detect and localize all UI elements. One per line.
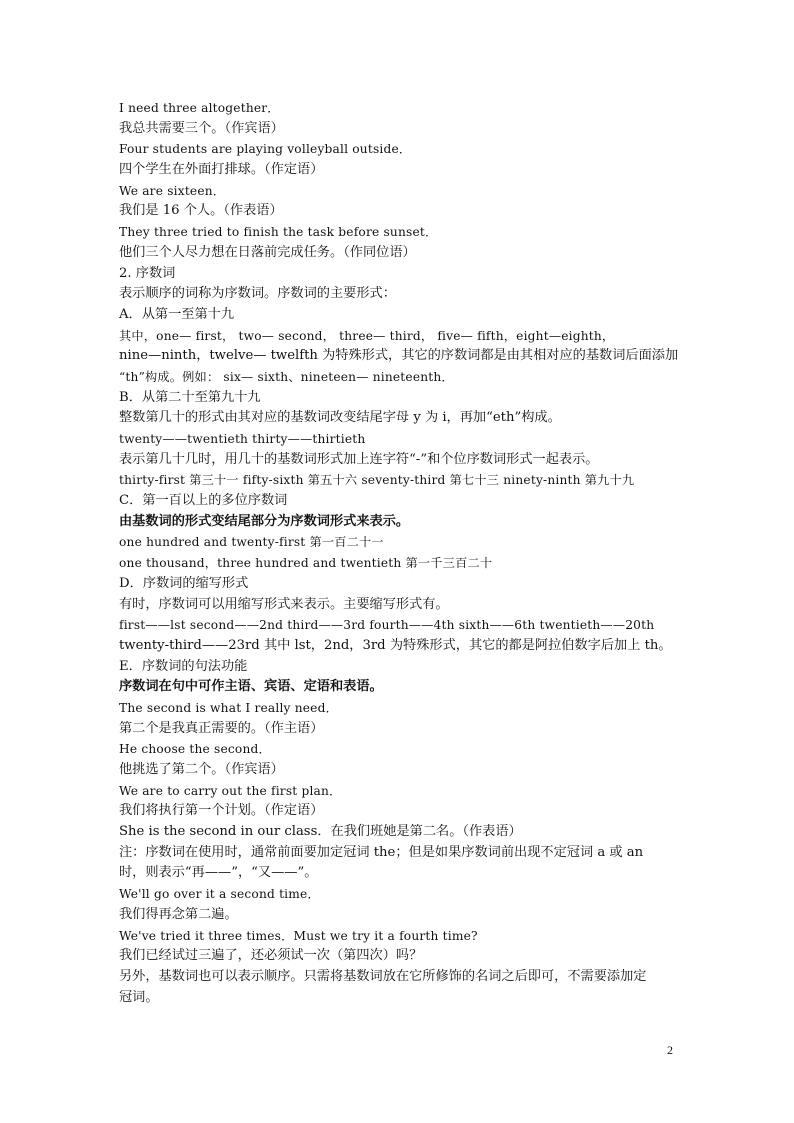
text-line: 冠词。	[119, 989, 159, 1005]
text-line: 注：序数词在使用时，通常前面要加定冠词 the；但是如果序数词前出现不定冠词 a 或 an	[119, 844, 644, 860]
page-body	[119, 98, 679, 1008]
text-line: He choose the second．	[119, 742, 271, 757]
text-line: 整数第几十的形式由其对应的基数词改变结尾字母 y 为 i，再加“eth”构成。	[119, 410, 561, 426]
text-line: She is the second in our class．在我们班她是第二名。（作表语）	[119, 824, 522, 840]
text-line: B．从第二十至第九十九	[119, 389, 261, 405]
text-line: D．序数词的缩写形式	[119, 575, 249, 591]
text-line: nine—ninth，twelve— twelfth 为特殊形式，其它的序数词都是由其相对应的基数词后面添加	[119, 348, 679, 364]
text-line: one thousand，three hundred and twentieth 第一千三百二十	[119, 556, 493, 571]
text-line: 我们已经试过三遍了，还必须试一次（第四次）吗？	[119, 948, 423, 964]
text-line: Four students are playing volleyball outside．	[119, 142, 412, 157]
text-line: 时，则表示“再——”，“又——”。	[119, 865, 318, 881]
text-line: We are to carry out the first plan．	[119, 783, 342, 798]
text-line: 我们得再念第二遍。	[119, 906, 238, 922]
text-line: 表示第几十几时，用几十的基数词形式加上连字符“-”和个位序数词形式一起表示。	[119, 451, 599, 467]
text-line: 由基数词的形式变结尾部分为序数词形式来表示。	[119, 513, 410, 529]
text-line: We'll go over it a second time．	[119, 887, 320, 902]
text-line: 其中，one— first， two— second， three— third， five— fifth，eight—eighth，	[119, 328, 615, 343]
text-line: A．从第一至第十九	[119, 306, 235, 322]
text-line: 我们是 16 个人。（作表语）	[119, 203, 283, 219]
text-line: 序数词在句中可作主语、宾语、定语和表语。	[119, 679, 383, 695]
page-number: 2	[667, 1043, 673, 1057]
text-line: one hundred and twenty-first 第一百二十一	[119, 535, 384, 550]
text-line: We've tried it three times．Must we try it a fourth time?	[119, 928, 478, 943]
text-line: We are sixteen．	[119, 183, 226, 198]
text-line: 2. 序数词	[119, 265, 176, 281]
text-line: twenty——twentieth thirty——thirtieth	[119, 432, 366, 446]
text-line: thirty-first 第三十一 fifty-sixth 第五十六 seventy-third 第七十三 ninety-ninth 第九十九	[119, 473, 635, 488]
text-line: 有时，序数词可以用缩写形式来表示。主要缩写形式有。	[119, 596, 449, 612]
text-line: twenty-third——23rd 其中 lst，2nd，3rd 为特殊形式，其它的都是阿拉伯数字后加上 th。	[119, 637, 672, 653]
text-line: 他挑选了第二个。（作宾语）	[119, 762, 284, 777]
text-line: 第二个是我真正需要的。（作主语）	[119, 720, 324, 736]
text-line: The second is what I really need．	[119, 700, 338, 715]
text-line: 四个学生在外面打排球。（作定语）	[119, 162, 324, 178]
text-line: 表示顺序的词称为序数词。序数词的主要形式：	[119, 286, 396, 302]
text-line: C．第一百以上的多位序数词	[119, 493, 288, 509]
text-line: 他们三个人尽力想在日落前完成任务。（作同位语）	[119, 244, 416, 260]
text-line: I need three altogether．	[119, 101, 280, 115]
text-line: “th”构成。例如： six— sixth、nineteen— nineteenth．	[119, 369, 454, 384]
text-line: They three tried to finish the task before sunset．	[119, 225, 438, 240]
text-line: E．序数词的句法功能	[119, 658, 248, 674]
text-line: 我们将执行第一个计划。（作定语）	[119, 803, 324, 819]
text-line: 另外，基数词也可以表示顺序。只需将基数词放在它所修饰的名词之后即可，不需要添加定	[119, 968, 647, 984]
text-line: first——lst second——2nd third——3rd fourth——4th sixth——6th twentieth——20th	[119, 618, 655, 633]
text-line: 我总共需要三个。（作宾语）	[119, 120, 284, 136]
